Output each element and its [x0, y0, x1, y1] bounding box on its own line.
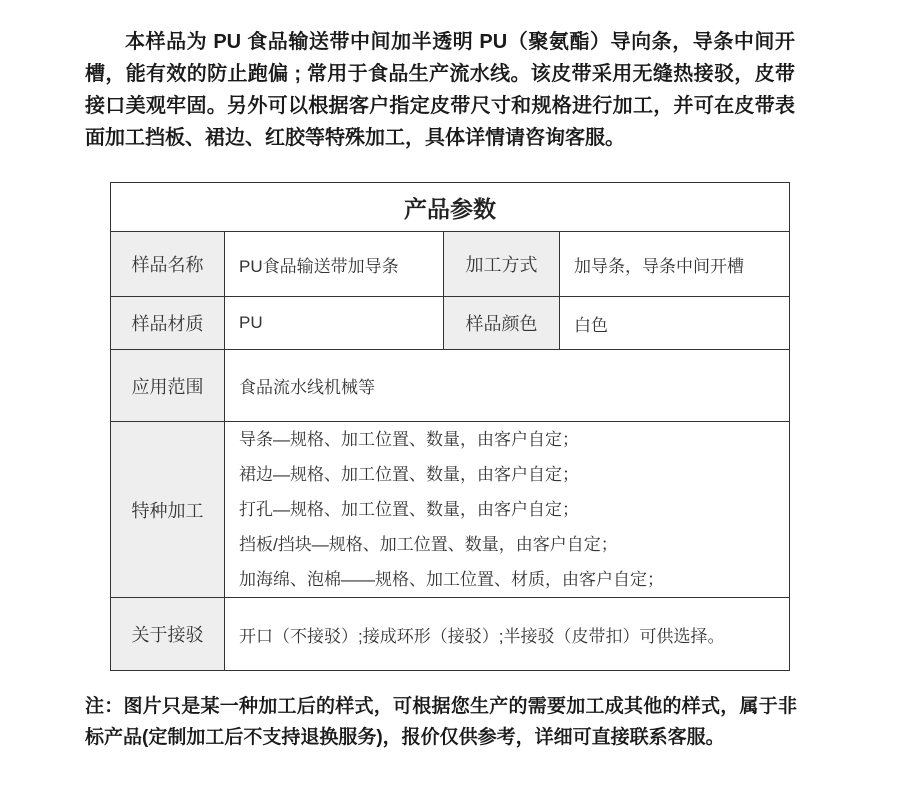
param-label-sample-name: 样品名称 — [111, 232, 225, 297]
special-processing-line-sponge-foam: 加海绵、泡棉——规格、加工位置、材质，由客户自定； — [239, 570, 664, 589]
table-row — [111, 297, 790, 350]
special-processing-line-punching: 打孔—规格、加工位置、数量，由客户自定； — [239, 500, 579, 519]
table-row — [111, 598, 790, 671]
table-title: 产品参数 — [111, 183, 790, 232]
bottom-note: 注：图片只是某一种加工后的样式，可根据您生产的需要加工成其他的样式，属于非标产品(定制加工后不支持退换服务)，报价仅供参考，详细可直接联系客服。 — [85, 696, 797, 748]
table-row — [111, 422, 790, 598]
param-value-sample-color: 白色 — [560, 297, 790, 350]
special-processing-line-skirt: 裙边—规格、加工位置、数量，由客户自定； — [239, 465, 579, 484]
param-label-sample-color: 样品颜色 — [444, 297, 560, 350]
product-detail-page — [0, 26, 900, 798]
param-value-about-joining: 开口（不接驳）;接成环形（接驳）;半接驳（皮带扣）可供选择。 — [225, 598, 790, 671]
param-label-application-scope: 应用范围 — [111, 350, 225, 422]
table-row — [111, 232, 790, 297]
param-value-sample-material: PU — [225, 297, 444, 350]
special-processing-line-guide-strip: 导条—规格、加工位置、数量，由客户自定； — [239, 430, 579, 449]
param-label-process-method: 加工方式 — [444, 232, 560, 297]
param-label-about-joining: 关于接驳 — [111, 598, 225, 671]
param-label-sample-material: 样品材质 — [111, 297, 225, 350]
special-processing-line-baffle: 挡板/挡块—规格、加工位置、数量，由客户自定； — [239, 535, 618, 554]
product-params-table — [110, 182, 790, 671]
table-row — [111, 350, 790, 422]
param-value-sample-name: PU食品输送带加导条 — [225, 232, 444, 297]
param-value-special-processing — [225, 422, 790, 598]
product-intro-paragraph: 本样品为 PU 食品输送带中间加半透明 PU（聚氨酯）导向条，导条中间开槽，能有效的防止跑偏 ; 常用于食品生产流水线。该皮带采用无缝热接驳，皮带接口美观牢固。另外可以根据客户指定皮带尺寸和规格进行加工，并可在皮带表面加工挡板、裙边、红胶等特殊加工，具体详情请咨询客服。 — [85, 31, 795, 149]
table-title-row — [111, 183, 790, 232]
param-value-application-scope: 食品流水线机械等 — [225, 350, 790, 422]
param-value-process-method: 加导条，导条中间开槽 — [560, 232, 790, 297]
param-label-special-processing: 特种加工 — [111, 422, 225, 598]
